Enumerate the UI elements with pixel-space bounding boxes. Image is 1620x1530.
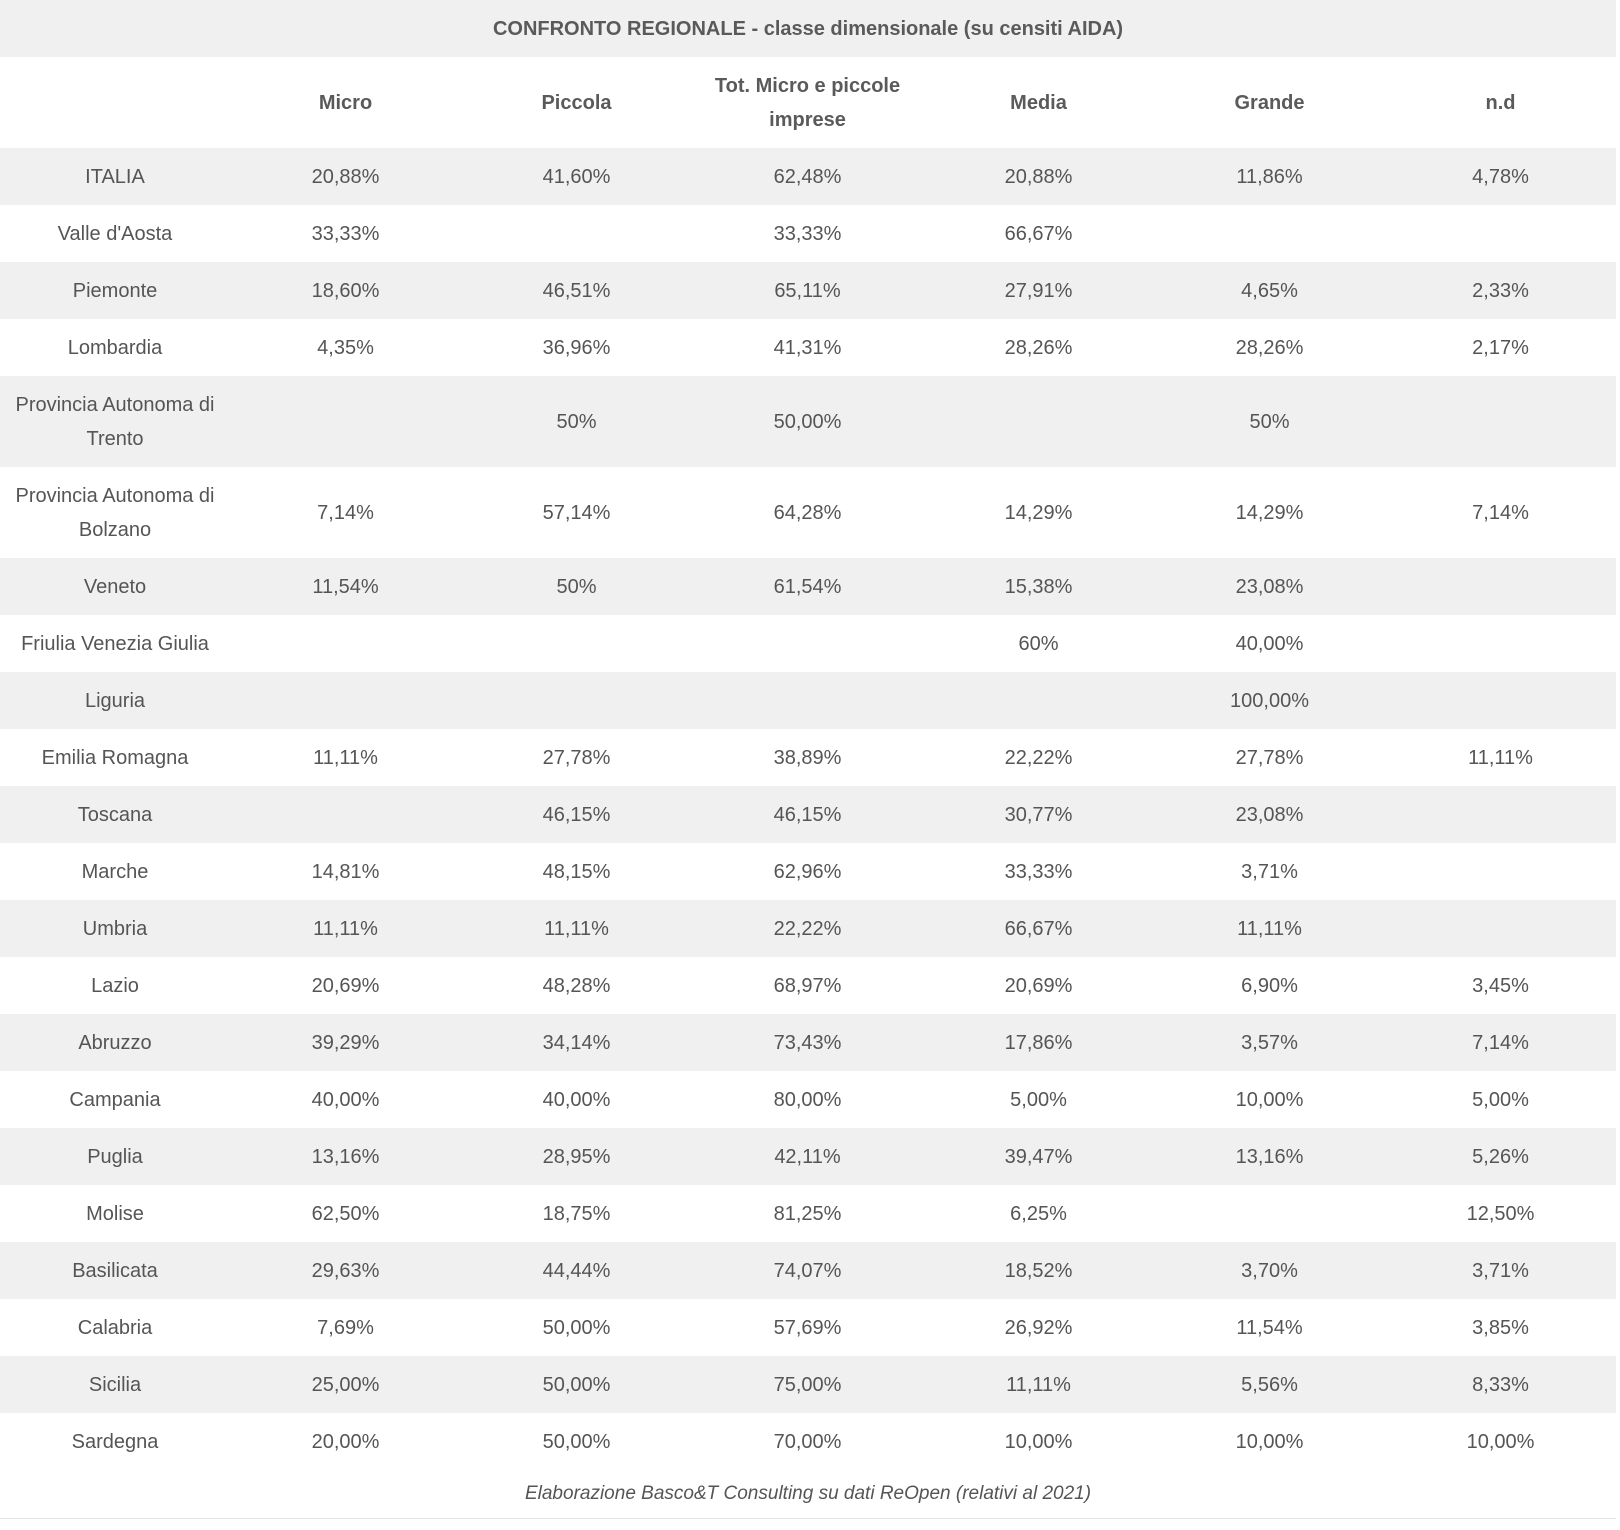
cell-micro: 62,50% [230,1185,461,1242]
table-row [0,558,1616,615]
cell-piccola: 34,14% [461,1014,692,1071]
cell-micro: 20,69% [230,957,461,1014]
cell-tot: 50,00% [692,376,923,467]
cell-nd: 2,17% [1385,319,1616,376]
table-row [0,205,1616,262]
cell-tot: 22,22% [692,900,923,957]
table-row [0,376,1616,467]
cell-grande: 13,16% [1154,1128,1385,1185]
cell-media: 27,91% [923,262,1154,319]
cell-media: 66,67% [923,900,1154,957]
cell-nd: 3,85% [1385,1299,1616,1356]
cell-tot: 68,97% [692,957,923,1014]
table-caption: Elaborazione Basco&T Consulting su dati ReOpen (relativi al 2021) [0,1470,1616,1518]
cell-tot: 42,11% [692,1128,923,1185]
table-row [0,786,1616,843]
column-header-region [0,57,230,148]
cell-micro: 33,33% [230,205,461,262]
table-row [0,615,1616,672]
region-cell: Veneto [0,558,230,615]
column-header-media: Media [923,57,1154,148]
cell-media: 30,77% [923,786,1154,843]
cell-piccola: 36,96% [461,319,692,376]
cell-grande: 11,54% [1154,1299,1385,1356]
region-cell: Campania [0,1071,230,1128]
cell-media: 11,11% [923,1356,1154,1413]
region-cell: Sardegna [0,1413,230,1470]
cell-tot: 62,96% [692,843,923,900]
region-cell: Molise [0,1185,230,1242]
table-row [0,1356,1616,1413]
cell-grande: 3,57% [1154,1014,1385,1071]
cell-piccola: 46,15% [461,786,692,843]
cell-media [923,672,1154,729]
region-cell: Provincia Autonoma di Trento [0,376,230,467]
cell-micro: 18,60% [230,262,461,319]
cell-micro: 4,35% [230,319,461,376]
cell-tot: 41,31% [692,319,923,376]
cell-media: 20,88% [923,148,1154,205]
cell-grande: 3,71% [1154,843,1385,900]
column-header-micro: Micro [230,57,461,148]
region-cell: Puglia [0,1128,230,1185]
cell-nd: 2,33% [1385,262,1616,319]
cell-micro: 20,88% [230,148,461,205]
cell-tot: 73,43% [692,1014,923,1071]
cell-media [923,376,1154,467]
cell-micro: 7,69% [230,1299,461,1356]
cell-nd [1385,376,1616,467]
cell-media: 22,22% [923,729,1154,786]
cell-media: 5,00% [923,1071,1154,1128]
region-cell: Sicilia [0,1356,230,1413]
cell-nd [1385,615,1616,672]
table-row [0,467,1616,558]
table-row [0,1071,1616,1128]
cell-piccola: 48,15% [461,843,692,900]
cell-media: 14,29% [923,467,1154,558]
column-header-grande: Grande [1154,57,1385,148]
cell-nd: 4,78% [1385,148,1616,205]
cell-media: 15,38% [923,558,1154,615]
cell-tot: 38,89% [692,729,923,786]
cell-tot: 62,48% [692,148,923,205]
region-cell: ITALIA [0,148,230,205]
table-row [0,957,1616,1014]
cell-grande: 6,90% [1154,957,1385,1014]
cell-piccola: 11,11% [461,900,692,957]
cell-micro: 25,00% [230,1356,461,1413]
cell-micro [230,376,461,467]
cell-nd [1385,900,1616,957]
cell-media: 6,25% [923,1185,1154,1242]
cell-micro [230,615,461,672]
cell-piccola: 50% [461,558,692,615]
cell-grande: 100,00% [1154,672,1385,729]
region-cell: Lazio [0,957,230,1014]
table-row [0,1128,1616,1185]
column-header-tot: Tot. Micro e piccole imprese [692,57,923,148]
cell-piccola: 27,78% [461,729,692,786]
cell-piccola: 50,00% [461,1413,692,1470]
cell-micro: 39,29% [230,1014,461,1071]
cell-grande: 10,00% [1154,1413,1385,1470]
cell-micro [230,786,461,843]
cell-grande: 5,56% [1154,1356,1385,1413]
cell-tot: 64,28% [692,467,923,558]
cell-nd: 10,00% [1385,1413,1616,1470]
cell-media: 10,00% [923,1413,1154,1470]
cell-nd [1385,205,1616,262]
region-cell: Toscana [0,786,230,843]
cell-tot: 46,15% [692,786,923,843]
cell-media: 66,67% [923,205,1154,262]
table-row [0,1299,1616,1356]
cell-micro: 13,16% [230,1128,461,1185]
table-row [0,1242,1616,1299]
table-row [0,148,1616,205]
cell-tot: 70,00% [692,1413,923,1470]
table-row [0,1014,1616,1071]
cell-piccola: 40,00% [461,1071,692,1128]
cell-grande: 3,70% [1154,1242,1385,1299]
cell-micro: 14,81% [230,843,461,900]
caption-row [0,1470,1616,1518]
table-header-row [0,57,1616,148]
cell-nd [1385,558,1616,615]
region-cell: Abruzzo [0,1014,230,1071]
region-cell: Calabria [0,1299,230,1356]
cell-nd: 7,14% [1385,1014,1616,1071]
cell-piccola: 50,00% [461,1356,692,1413]
cell-tot: 61,54% [692,558,923,615]
cell-grande: 50% [1154,376,1385,467]
cell-piccola: 44,44% [461,1242,692,1299]
cell-piccola: 46,51% [461,262,692,319]
cell-media: 26,92% [923,1299,1154,1356]
cell-tot: 80,00% [692,1071,923,1128]
cell-micro: 11,11% [230,900,461,957]
cell-tot: 65,11% [692,262,923,319]
cell-tot: 33,33% [692,205,923,262]
table-row [0,900,1616,957]
region-cell: Piemonte [0,262,230,319]
cell-grande: 23,08% [1154,786,1385,843]
cell-nd: 12,50% [1385,1185,1616,1242]
cell-media: 60% [923,615,1154,672]
cell-micro: 11,11% [230,729,461,786]
cell-grande [1154,1185,1385,1242]
cell-piccola [461,672,692,729]
cell-grande: 28,26% [1154,319,1385,376]
cell-tot [692,615,923,672]
table-row [0,672,1616,729]
cell-grande: 14,29% [1154,467,1385,558]
cell-micro: 29,63% [230,1242,461,1299]
cell-nd [1385,672,1616,729]
table-row [0,262,1616,319]
table-row [0,1413,1616,1470]
cell-tot [692,672,923,729]
column-header-piccola: Piccola [461,57,692,148]
cell-grande: 4,65% [1154,262,1385,319]
table-row [0,319,1616,376]
cell-nd: 3,45% [1385,957,1616,1014]
cell-piccola: 48,28% [461,957,692,1014]
region-cell: Liguria [0,672,230,729]
table-title-row [0,0,1616,57]
cell-micro: 20,00% [230,1413,461,1470]
cell-media: 33,33% [923,843,1154,900]
table-title: CONFRONTO REGIONALE - classe dimensionale (su censiti AIDA) [0,0,1616,57]
table-row [0,1185,1616,1242]
cell-tot: 57,69% [692,1299,923,1356]
cell-media: 20,69% [923,957,1154,1014]
cell-media: 28,26% [923,319,1154,376]
cell-nd: 11,11% [1385,729,1616,786]
region-cell: Emilia Romagna [0,729,230,786]
cell-piccola: 57,14% [461,467,692,558]
cell-nd [1385,843,1616,900]
cell-nd: 7,14% [1385,467,1616,558]
cell-grande [1154,205,1385,262]
table-row [0,729,1616,786]
cell-micro: 7,14% [230,467,461,558]
cell-media: 39,47% [923,1128,1154,1185]
cell-micro [230,672,461,729]
cell-grande: 23,08% [1154,558,1385,615]
cell-nd: 3,71% [1385,1242,1616,1299]
cell-nd [1385,786,1616,843]
region-cell: Lombardia [0,319,230,376]
cell-nd: 5,26% [1385,1128,1616,1185]
cell-media: 18,52% [923,1242,1154,1299]
cell-piccola [461,615,692,672]
cell-piccola: 18,75% [461,1185,692,1242]
cell-grande: 40,00% [1154,615,1385,672]
cell-tot: 81,25% [692,1185,923,1242]
region-cell: Marche [0,843,230,900]
cell-piccola: 50,00% [461,1299,692,1356]
cell-piccola: 50% [461,376,692,467]
region-cell: Valle d'Aosta [0,205,230,262]
cell-tot: 74,07% [692,1242,923,1299]
cell-piccola: 41,60% [461,148,692,205]
cell-nd: 8,33% [1385,1356,1616,1413]
cell-micro: 11,54% [230,558,461,615]
region-cell: Friulia Venezia Giulia [0,615,230,672]
cell-micro: 40,00% [230,1071,461,1128]
cell-grande: 27,78% [1154,729,1385,786]
cell-grande: 11,86% [1154,148,1385,205]
cell-piccola [461,205,692,262]
cell-piccola: 28,95% [461,1128,692,1185]
region-cell: Basilicata [0,1242,230,1299]
cell-grande: 10,00% [1154,1071,1385,1128]
cell-grande: 11,11% [1154,900,1385,957]
region-cell: Provincia Autonoma di Bolzano [0,467,230,558]
region-cell: Umbria [0,900,230,957]
column-header-nd: n.d [1385,57,1616,148]
table-row [0,843,1616,900]
table-body [0,148,1616,1470]
cell-media: 17,86% [923,1014,1154,1071]
cell-tot: 75,00% [692,1356,923,1413]
cell-nd: 5,00% [1385,1071,1616,1128]
